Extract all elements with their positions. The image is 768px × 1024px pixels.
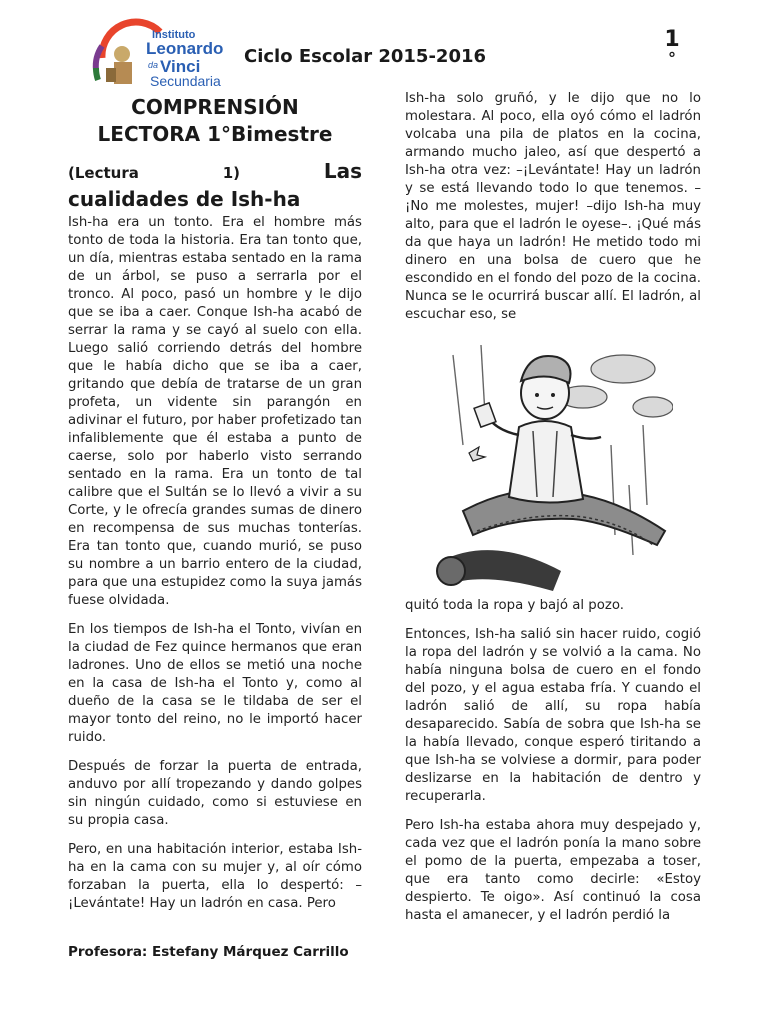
svg-text:Leonardo: Leonardo <box>146 39 224 58</box>
reading-number: 1) <box>222 164 240 182</box>
svg-text:Vinci: Vinci <box>160 57 201 76</box>
page-number-digit: 1 <box>664 27 680 52</box>
teacher-name: Profesora: Estefany Márquez Carrillo <box>68 944 349 960</box>
svg-text:Instituto: Instituto <box>152 29 196 41</box>
paragraph: Entonces, Ish-ha salió sin hacer ruido, cogió la ropa del ladrón y se volvió a la cama. No había ninguna bolsa de cuero en el fondo del pozo, y el agua estaba fría. Y cuando el ladrón salió de allí, su ropa había desaparecido. Sabía de sobra que Ish-ha se la había llevado, conque esperó tiritando a que Ish-ha se volviese a dormir, para poder deslizarse en la habitación de dentro y recuperarla. <box>405 627 701 804</box>
right-column <box>405 90 701 936</box>
left-column <box>68 94 362 924</box>
reading-title-line2: cualidades de Ish-ha <box>68 187 301 211</box>
reading-label: (Lectura <box>68 164 139 182</box>
school-logo <box>88 18 248 98</box>
page-number <box>662 28 682 66</box>
paragraph: Pero, en una habitación interior, estaba Ish-ha en la cama con su mujer y, al oír cómo forzaban la puerta, ella lo despertó: –¡Levántate! Hay un ladrón en casa. Pero <box>68 842 362 911</box>
reading-title <box>68 158 362 212</box>
paragraph: Después de forzar la puerta de entrada, anduvo por allí tropezando y dando golpes sin ningún cuidado, como si estuviese en su propia casa. <box>68 759 362 828</box>
svg-text:Secundaria: Secundaria <box>150 73 221 89</box>
reading-title-word: Las <box>323 159 362 183</box>
school-cycle: Ciclo Escolar 2015-2016 <box>244 46 487 67</box>
paragraph: Pero Ish-ha estaba ahora muy despejado y, cada vez que el ladrón ponía la mano sobre el pomo de la puerta, empezaba a toser, que era tanto como decirle: «Estoy despierto. Te oigo». Así continuó la cosa hasta el amanecer, y el ladrón perdió la <box>405 818 701 923</box>
page-title-line2: LECTORA 1°Bimestre <box>97 122 333 146</box>
page-number-mark: ° <box>668 49 676 68</box>
paragraph: Ish-ha era un tonto. Era el hombre más tonto de toda la historia. Era tan tonto que, un día, mientras estaba sentado en la rama de un árbol, se puso a serrarla por el tronco. Al poco, pasó un hombre y le dijo que se iba a caer. Conque Ish-ha acabó de serrar la rama y se cayó al suelo con ella. Luego salió corriendo detrás del hombre que le había dicho que se iba a caer, gritando que debía de tratarse de un gran profeta, un vidente sin parangón en adivinar el futuro, por haber profetizado tan infaliblemente que él estaba a punto de caerse, solo por haberlo visto serrando sentado en la rama. Era un tonto de tal calibre que el Sultán se lo llevó a vivir a su Corte, y le ofrecía grandes sumas de dinero en recompensa de sus muchas tonterías. Era tan tonto que, cuando murió, se puso su nombre a un barrio entero de la ciudad, para que una estupidez como la suya jamás fuese olvidada. <box>68 215 362 608</box>
paragraph: Ish-ha solo gruñó, y le dijo que no lo molestara. Al poco, ella oyó cómo el ladrón volcaba una pila de platos en la cocina, armando mucho jaleo, así que despertó a Ish-ha otra vez: –¡Levántate! Hay un ladrón y se está llevando todo lo que tenemos. –¡No me molestes, mujer! –dijo Ish-ha muy alto, para que el ladrón le oyese–. ¡Qué más da que haya un ladrón! He metido todo mi dinero en una bolsa de cuero que he escondido en el fondo del pozo de la cocina. Nunca se le ocurrirá buscar allí. El ladrón, al escuchar eso, se <box>405 91 701 322</box>
paragraph: quitó toda la ropa y bajó al pozo. <box>405 598 624 613</box>
story-illustration <box>433 335 673 591</box>
svg-text:da: da <box>148 60 159 70</box>
page-title-line1: COMPRENSIÓN <box>131 95 299 119</box>
paragraph: En los tiempos de Ish-ha el Tonto, vivían en la ciudad de Fez quince hermanos que eran ladrones. Uno de ellos se metió una noche en la casa de Ish-ha el Tonto y, como al dueño de la casa se le tildaba de ser el mayor tonto del reino, no le importó hacer ruido. <box>68 622 362 745</box>
page-title <box>68 94 362 148</box>
